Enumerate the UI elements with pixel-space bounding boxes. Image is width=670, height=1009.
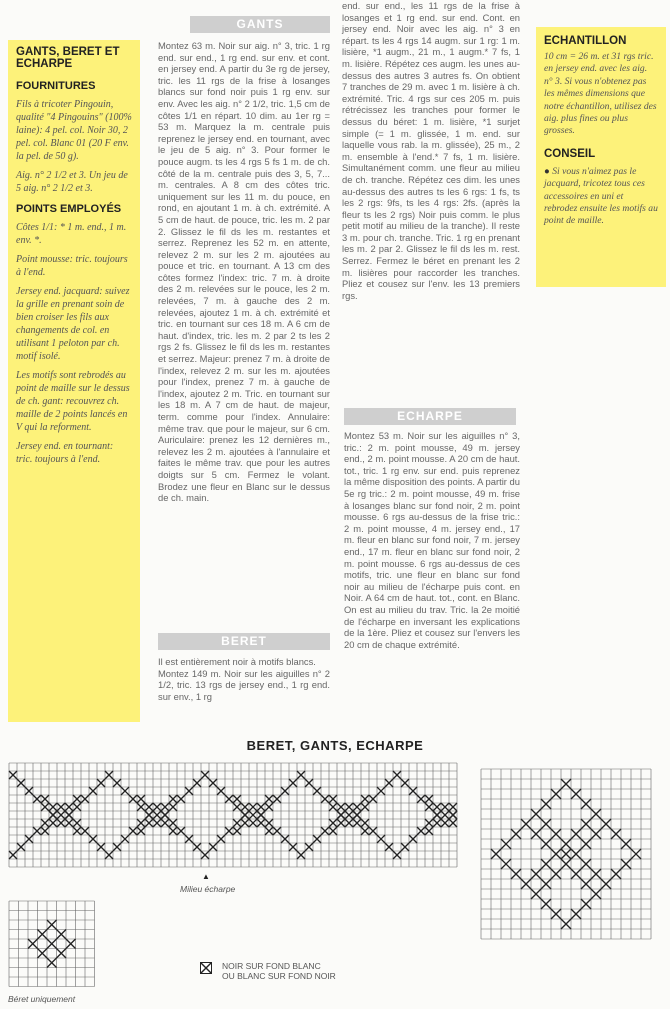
charts-title: BERET, GANTS, ECHARPE [246,738,424,753]
fournitures-text: Fils à tricoter Pingouin, qualité "4 Pingouins" (100% laine): 4 pel. col. Noir 30, 2 pel. col. Blanc 01 (20 F env. la pel. de 50 g). [16,99,132,162]
points-garter: Point mousse: tric. toujours à l'end. [16,254,128,278]
legend-line-2: OU BLANC SUR FOND NOIR [222,971,336,981]
small-motif-chart [8,900,98,990]
panel-title: GANTS, BERET ET ECHARPE [16,46,120,70]
gants-instructions: Montez 63 m. Noir sur aig. n° 3, tric. 1 rg end. sur end., 1 rg end. sur env. et cont. en jersey end. A partir du 3e rg de jersey, tric. les 11 rgs de la frise à losanges blancs sur fond noir puis 1 rg env. sur env. Avec les aig. n° 2 1/2, tric. 1,5 cm de côtes 1/1 en répart. 10 dim. au 1er rg = 53 m. Marquez la m. centrale puis reprenez le jersey end. en tournant, avec le jeu de 5 aig. n° 3. Pour former le pouce augm. ts les 4 rgs 5 fs 1 m. de ch. côté de la m. centrale puis des 3, 5, 7... m. centrales. A 8 cm des côtes tric. uniquement sur les 11 m. du pouce, en rond, en ajoutant 1 m. à ch. extrémité. A 5 cm de haut. de pouce, tric. les m. 2 par 2. Glissez le fil ds les m. restantes et serrez. Reprenez les 52 m. en attente, relevez 2 m. sur les 2 m. ajoutées au pouce et tric. en tournant. A 13 cm des côtes formez l'index: tric. 7 m. à droite des 2 m. relevées sur le pouce, les 2 m. relevées, 7 m. à gauche des 2 m. relevées, ajoutez 1 m. à ch. extrémité et tric. en tournant sur ces 18 m. A 6 cm de haut. d'index, tric. les m. 2 par 2 ts les 2 rgs 2 fs. Glissez le fil ds les m. restantes et serrez. Majeur: prenez 7 m. à droite de l'index, relevez 2 m. sur les m. ajoutées pour l'index, prenez 7 m. à gauche de l'index, ajoutez 2 m. Tric. en tournant sur les 18 m. A 7 cm de haut. de majeur, term. comme pour l'index. Annulaire: même trav. que pour le majeur, sur 6 cm. Auriculaire: prenez les 12 dernières m., relevez les 2 m. ajoutées à l'annulaire et faites le même trav. que pour les autres doigts sur 5 cm. Fermez le volant. Brodez une fleur en Blanc sur le dessus de ch. main. [158,40,330,504]
frieze-chart [8,762,460,868]
beret-instructions-start: Montez 149 m. Noir sur les aiguilles n° 2 1/2, tric. 13 rgs de jersey end., 1 rg end. sur env., 1 rg [158,667,330,702]
gants-heading: GANTS [190,16,330,33]
frieze-grid [8,762,460,868]
fournitures-heading: FOURNITURES [16,80,96,92]
conseil-text [544,166,658,228]
beret-instructions-cont: end. sur end., les 11 rgs de la frise à losanges et 1 rg end. sur end. Cont. en jersey end. Noir avec les aig. n° 3 en répart. ts les 4 rgs 14 augm. sur 1 rg: 1 m. lisière, *1 augm., 21 m., 1 augm.* 7 fs, 1 m. lisière. Répétez ces augm. les unes au-dessus des autres 3 autres fs. On obtient 7 tranches de 29 m. avec 1 m. lisière à ch. extrémité. Tric. 4 rgs sur ces 205 m. puis rétrécissez les tranches pour former le dessus du béret: 1 m. lisière, *1 surjet simple (= 1 m. glissée, 1 m. end. sur laquelle vous rab. la m. glissée), 25 m., 2 m. ensemble à l'end.* 7 fs, 1 m. lisière. Simultanément comm. une fleur au milieu de ch. tranche. Répétez ces dim. les unes au-dessus des autres ts les 6 rgs: 1 fs, ts les 2 rgs: 9fs, ts les 4 rgs: 2fs. (après la fleur ts les 2 rgs) Noir puis comm. le plus petit motif au milieu de la tranche). Il reste 3 m. pour ch. tranche. Tric. 1 rg en prenant les m. 2 par 2. Glissez le fil ds les m. rest. Serrez. Fermez le béret en prenant les 2 m. lisières pour raccorder les tranches. Pliez et cousez sur l'env. les 13 premiers rgs. [342,0,520,301]
beret-intro-line: Il est entièrement noir à motifs blancs. [158,656,316,667]
points-heading: POINTS EMPLOYÉS [16,203,122,215]
flower-grid [480,768,658,946]
legend-cross-icon [200,962,212,974]
flower-chart [480,768,658,946]
beret-intro [158,656,330,702]
small-motif-grid [8,900,98,990]
gauge-panel [536,27,666,287]
conseil-body: Si vous n'aimez pas le jacquard, tricotez tous ces accessoires en uni et rebrodez ensuite les motifs au point de maille. [544,165,658,227]
beret-only-caption: Béret uniquement [8,994,76,1004]
points-ribbing: Côtes 1/1: * 1 m. end., 1 m. env. *. [16,222,127,246]
echantillon-heading: ECHANTILLON [544,35,627,47]
legend-line-1: NOIR SUR FOND BLANC [222,961,321,971]
echantillon-text: 10 cm = 26 m. et 31 rgs tric. en jersey end. avec les aig. n° 3. Si vous n'obtenez pas les mêmes dimensions que notre échantillon, utilisez des aig. plus fines ou plus grosses. [544,51,657,137]
echarpe-heading: ECHARPE [344,408,516,425]
bullet-icon: ● [544,165,550,177]
milieu-caption: Milieu écharpe [180,884,236,894]
legend-text [222,961,336,981]
points-jacquard: Jersey end. jacquard: suivez la grille en prenant soin de bien croiser les fils aux changements de col. en utilisant 1 peloton par ch. motif isolé. [16,286,130,362]
conseil-heading: CONSEIL [544,147,596,160]
center-marker-icon: ▲ [202,872,210,881]
points-embroidery: Les motifs sont rebrodés au point de maille sur le dessus de ch. gant: recouvrez ch. maille de 2 points lancés en V qui la reforment. [16,370,130,433]
supplies-panel [8,40,140,722]
echarpe-instructions: Montez 53 m. Noir sur les aiguilles n° 3, tric.: 2 m. point mousse, 49 m. jersey end., 2 m. point mousse. A 20 cm de haut. tot., tric. 1 rg env. sur end. puis reprenez la même disposition des points. A partir du 5e rg tric.: 2 m. point mousse, 49 m. frise à losanges blanc sur fond noir, 2 m. point mousse. 6 rgs au-dessus de la frise tric.: 2 m. point mousse, 4 m. jersey end., 17 m. fleur en blanc sur fond noir, 7 m. jersey end., 17 m. fleur en blanc sur fond noir, 2 m. point mousse. 6 rgs au-dessus de ces motifs, tric. une fleur en blanc sur fond noir au milieu de l'écharpe puis cont. en Noir. A 64 cm de haut. tot., cont. en Blanc. On est au milieu du trav. Tric. la 2e moitié de l'écharpe en inversant les explications de la 1ère. Pliez et cousez sur l'envers les 20 cm de chaque extrémité. [344,430,520,650]
points-round: Jersey end. en tournant: tric. toujours à l'end. [16,441,114,465]
needles-text: Aig. n° 2 1/2 et 3. Un jeu de 5 aig. n° 2 1/2 et 3. [16,170,128,194]
beret-heading: BERET [158,633,330,650]
